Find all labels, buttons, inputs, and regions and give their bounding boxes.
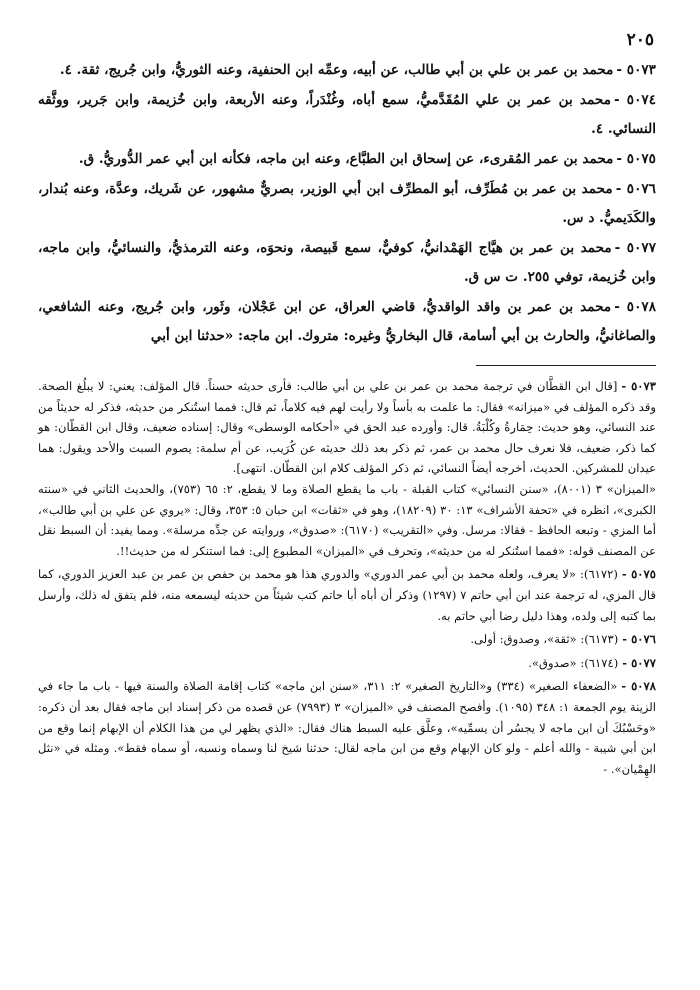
entry-number: ٥٠٧٧ -	[614, 240, 657, 256]
footnote-paragraph	[38, 479, 656, 561]
footnote-paragraph	[38, 629, 656, 650]
entry-text: محمد بن عمر بن مُطَرِّف، أبو المطرِّف ابن أبي الوزير، بصريٌّ مشهور، عن شَريك، وعدَّة، وعنه بُندار، والكَدَيميُّ. د س.	[38, 181, 656, 226]
footnote-paragraph	[38, 653, 656, 674]
entry-number: ٥٠٧٥ -	[616, 151, 656, 167]
entry	[38, 145, 656, 174]
footnote-number: ٥٠٧٣ -	[621, 379, 656, 393]
footnote-number: ٥٠٧٦ -	[622, 632, 656, 647]
footnote-text: (٦١٧٣): «ثقة»، وصدوق: أولى.	[470, 632, 619, 647]
footnote	[38, 676, 656, 779]
footnote-paragraph	[38, 376, 656, 479]
entry-text: محمد بن عمر بن واقد الواقديُّ، قاضي العراق، عن ابن عَجْلان، وثَور، وابن جُريج، وعنه الشافعي، والصاغانيُّ، والحارث بن أبي أسامة، قال البخاريُّ وغيره: متروك. ابن ماجه: «حدثنا ابن أبي	[38, 299, 656, 344]
footnote-text: «الضعفاء الصغير» (٣٣٤) و«التاريخ الصغير» ٢: ٣١١، «سنن ابن ماجه» كتاب إقامة الصلاة والسنة فيها - باب ما جاء في الزينة يوم الجمعة ١: ٣٤٨ (١٠٩٥). وأفصح المصنف في «الميزان» ٣ (٧٩٩٣) عن قصده من ذكر إسناد ابن ماجه فقال بعد أن ذكره: «وحَسْبُكَ أن ابن ماجه لا يجسُر أن يسمِّيه»، وعلَّق عليه السبط هناك فقال: «الذي يظهر لي من هذا الكلام أن الإبهام إنما وقع من ابن أبي شيبة - والله أعلم - ولو كان الإبهام وقع من ابن ماجه لقال: حدثنا شيخ لنا وسماه ونسبه، أو سماه فقط». ومثله في «نثل الهِمْيان». -	[38, 679, 656, 776]
entry-number: ٥٠٧٨ -	[614, 299, 657, 315]
entry-number: ٥٠٧٦ -	[615, 181, 656, 197]
footnote-text: «الميزان» ٣ (٨٠٠١)، «سنن النسائي» كتاب القبلة - باب ما يقطع الصلاة وما لا يقطع، ٢: ٦٥ (٧٥٣)، والحديث الثاني في «سنته الكبرى»، انظره في «تحفة الأشراف» ١٣: ٣٠ (١٨٢٠٩)، وهو في «ثقات» ابن حبان ٥: ٣٥٣، وقال: «يروي عن علي بن أبي طالب»، أما المزي - وتبعه الحافظ - فقالا: مرسل. وفي «التقريب» (٦١٧٠): «صدوق»، وروايته عن جدِّه مرسلة». ومما يفيد: أن السبط نقل عن المصنف قوله: «فمما استُنكر له من حديثه»، وتحرف في «الميزان» المطبوع إلى: فما استنكر له من حديث!!.	[38, 481, 657, 558]
book-page	[38, 30, 656, 970]
footnote-paragraph	[38, 676, 656, 779]
footnote-text: (٦١٧٢): «لا يعرف، ولعله محمد بن أبي عمر الدوري» والدوري هذا هو محمد بن حفص بن عمر بن عبد العزيز الدوري، كما قال المزي، له ترجمة عند ابن أبي حاتم ٧ (١٢٩٧) وذكر أن أباه أبا حاتم كتب شيئاً من حديثه ليسمعه منه، فلم يتفق له ذلك، وأرسل بما كتبه إلى ولده، وهذا دليل رضا أبي حاتم به.	[38, 567, 657, 623]
entry-text: محمد بن عمر المُقرىء، عن إسحاق ابن الطبَّاع، وعنه ابن ماجه، فكأنه ابن أبي عمر الدُّوريُّ. ق.	[78, 151, 614, 167]
entry	[38, 86, 656, 144]
entry-text: محمد بن عمر بن علي المُقَدَّميُّ، سمع أباه، وغُنْدَراً، وعنه الأربعة، وابن خُزيمة، وابن جَرير، ووثَّقه النسائي. ٤.	[38, 92, 656, 137]
entry-text: محمد بن عمر بن علي بن أبي طالب، عن أبيه، وعمِّه ابن الحنفية، وعنه الثوريُّ، وابن جُريج، ثقة. ٤.	[59, 62, 614, 78]
footnotes	[38, 376, 656, 779]
footnote-text: [قال ابن القطَّان في ترجمة محمد بن عمر بن علي بن أبي طالب: فأرى حديثه حسناً. قال المؤلف: يعني: لا يبلُغ الصحة. وقد ذكره المؤلف في «ميزانه» فقال: ما علمت به بأساً ولا رأيت لهم فيه كلاماً، ثم قال: فمما استُنكر من حديثه، فذكر له حديثاً من عند النسائي، وهو حديث: حِمَارةُ وكُلْبَةُ. قال: وأورده عبد الحق في «أحكامه الوسطى» وقال: إسناده ضعيف، وقال ابن القطّان: هو كما ذكر، ضعيف، فلا نعرف حال محمد بن عمر، ثم ذكر بعد ذلك حديثه عن كُرَيب، عن أم سلمة: يصوم السبت والأحد ويقول: هما عيدان للمشركين. الحديث، أخرجه أيضاً النسائي، ثم ذكر المؤلف كلام ابن القطّان. انتهى].	[38, 379, 656, 476]
footnote	[38, 629, 656, 650]
entry-number: ٥٠٧٣ -	[616, 62, 656, 78]
footnote-number: ٥٠٧٧ -	[622, 655, 656, 670]
entry-number: ٥٠٧٤ -	[614, 92, 657, 108]
footnote-number: ٥٠٧٨ -	[621, 679, 656, 694]
footnote	[38, 564, 656, 626]
footnote	[38, 653, 656, 674]
footnote-paragraph	[38, 564, 656, 626]
entry	[38, 293, 656, 351]
page-number: ٢٠٥	[626, 30, 654, 50]
entry-text: محمد بن عمر بن هيَّاج الهَمْدانيُّ، كوفيٌّ، سمع قَبيصة، ونحوَه، وعنه الترمذيُّ، والنسائيُّ، وابن ماجه، وابن خُزيمة، توفي ٢٥٥. ت س ق.	[38, 240, 656, 285]
main-entries	[38, 56, 656, 351]
footnote-text: (٦١٧٤): «صدوق».	[528, 655, 619, 670]
footnote-divider	[476, 365, 656, 366]
entry	[38, 234, 656, 292]
entry	[38, 56, 656, 85]
footnote	[38, 376, 656, 561]
entry	[38, 175, 656, 233]
footnote-number: ٥٠٧٥ -	[621, 567, 656, 582]
